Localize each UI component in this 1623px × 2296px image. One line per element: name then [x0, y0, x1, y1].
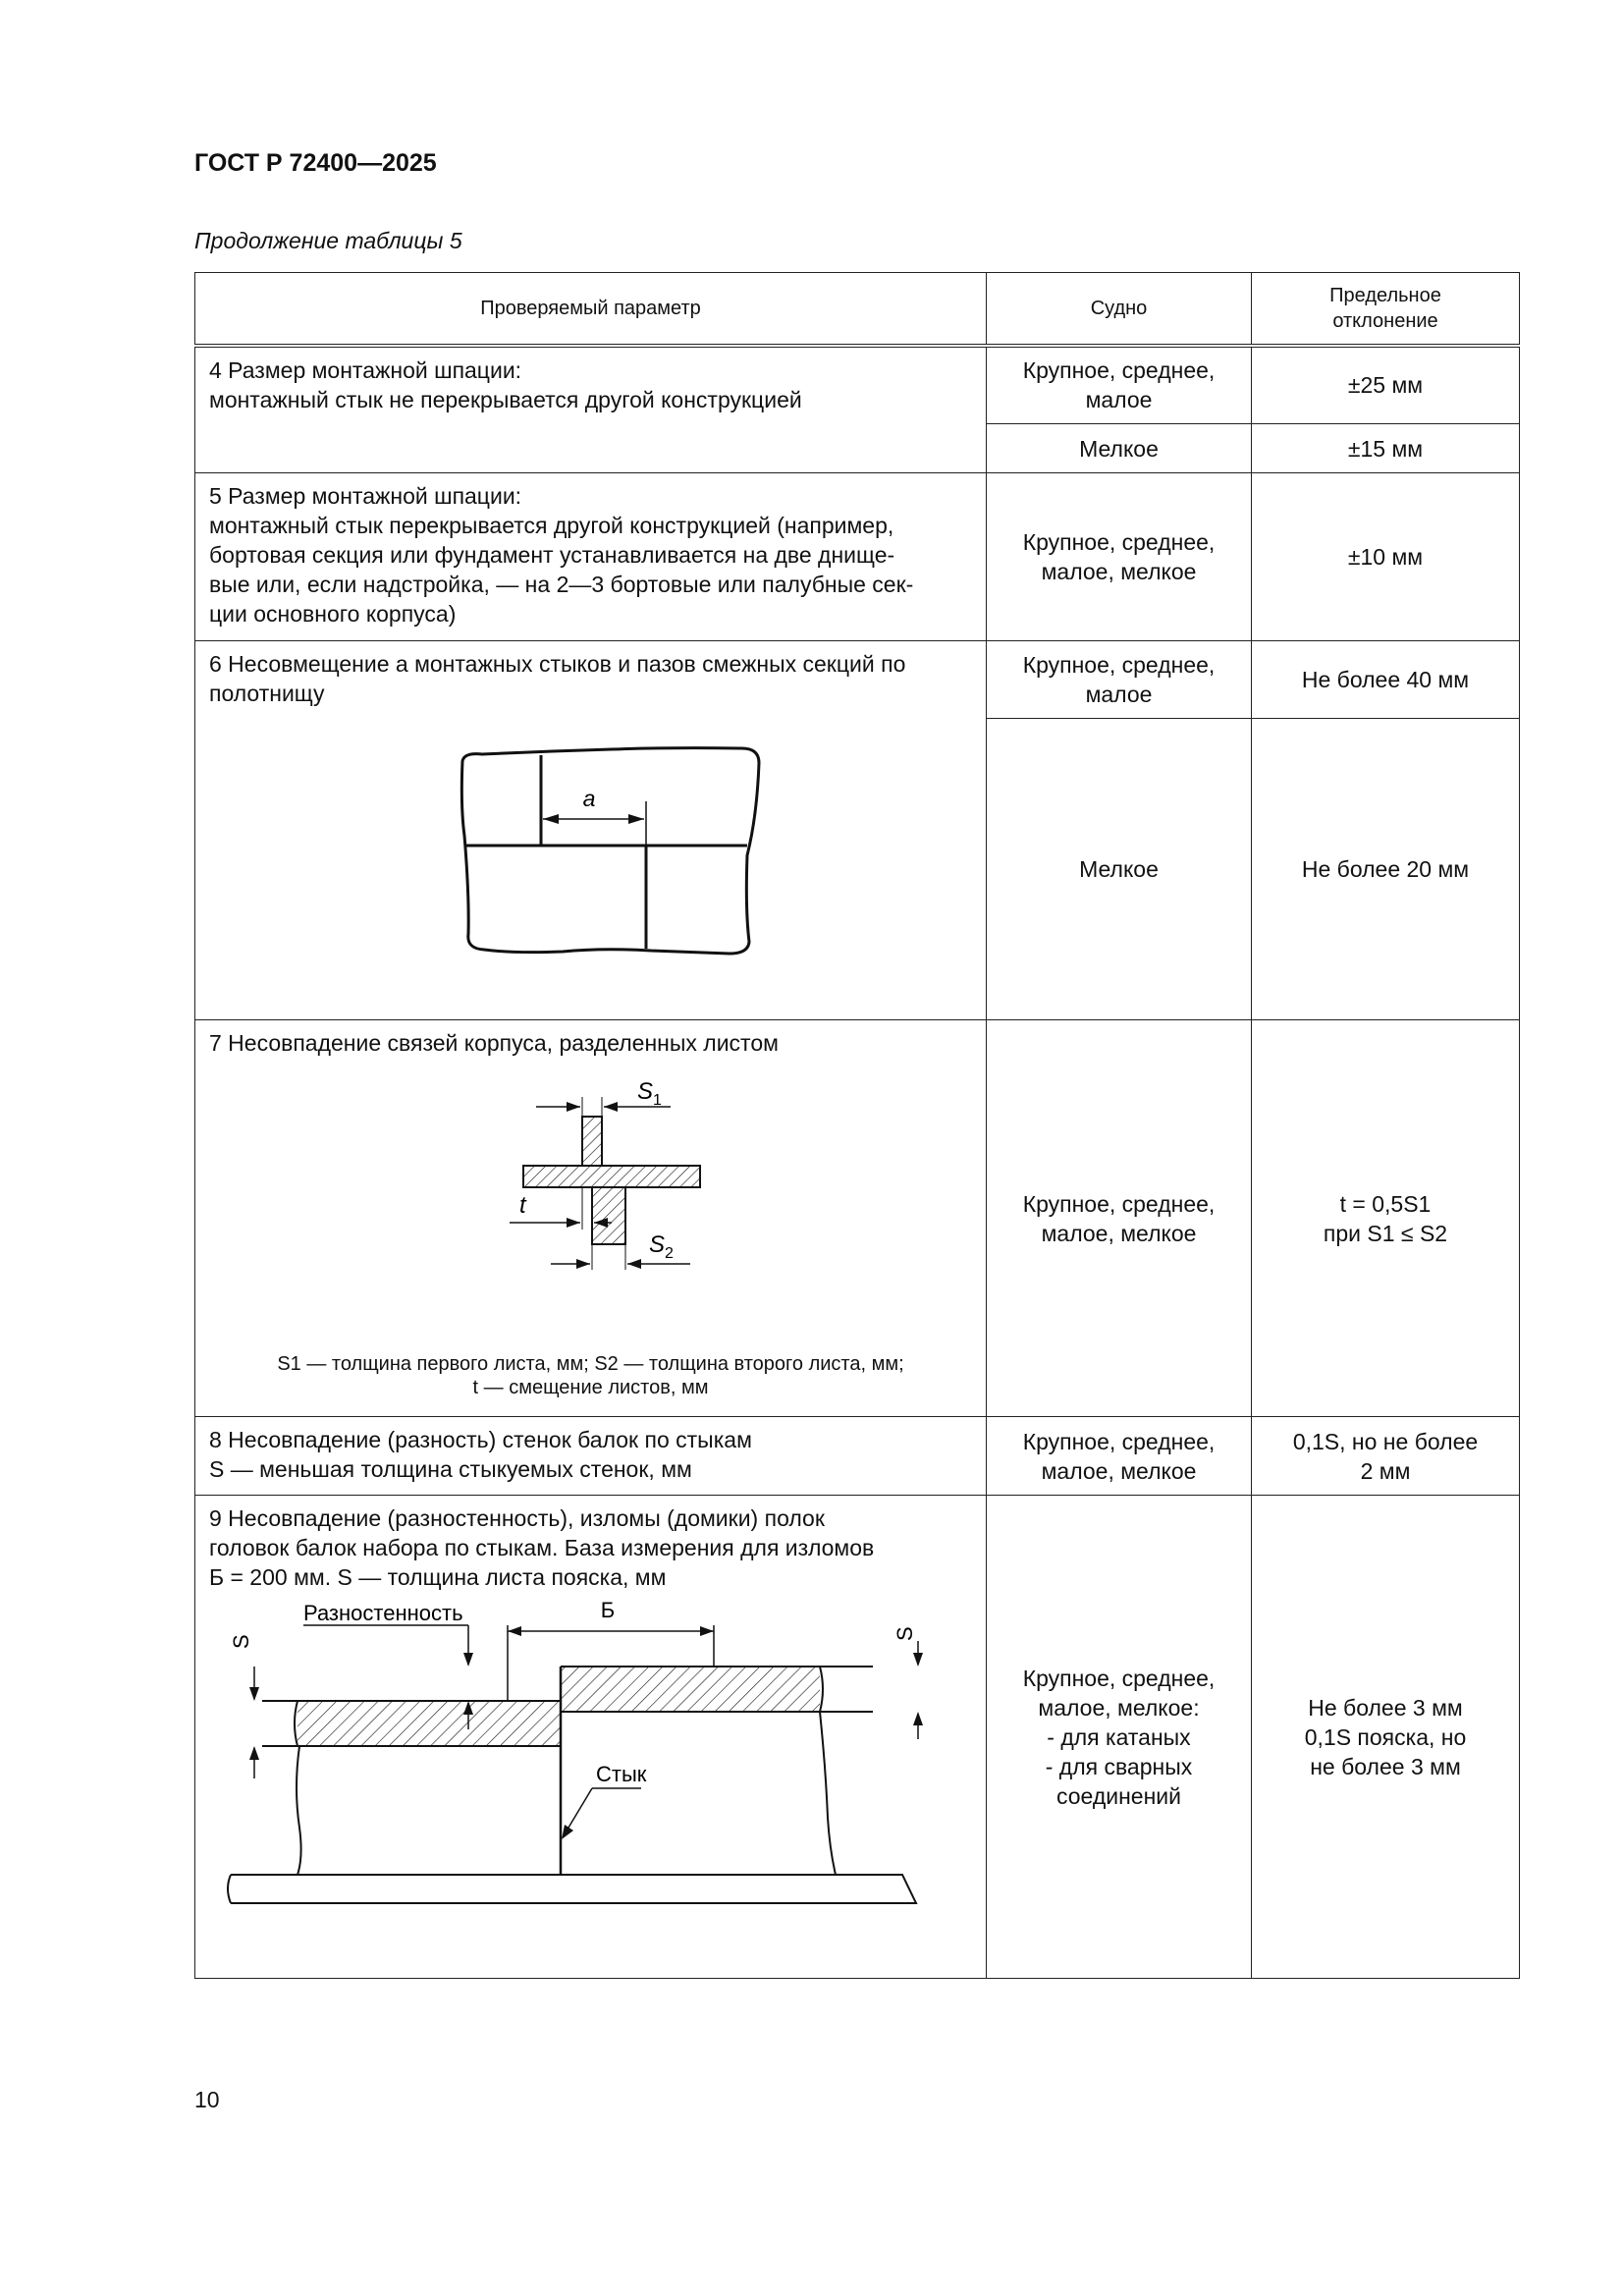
param-line: монтажный стык перекрывается другой конструкцией (например,	[209, 513, 894, 538]
header-vessel: Судно	[987, 273, 1252, 346]
vessel-line: соединений	[1056, 1782, 1181, 1809]
param-line: бортовая секция или фундамент устанавливается на две днище-	[209, 542, 895, 568]
table-row	[195, 641, 1520, 719]
base-plate	[231, 1875, 916, 1903]
vessel-cell	[987, 473, 1252, 641]
arrow-right-icon	[567, 1102, 580, 1112]
header-deviation-line: отклонение	[1332, 309, 1438, 332]
param-line: 9 Несовпадение (разностенность), изломы (домики) полок	[209, 1505, 825, 1531]
param-cell	[195, 473, 987, 641]
label-s-left: S	[229, 1634, 253, 1649]
vessel-line: Крупное, среднее,	[1022, 1428, 1216, 1454]
deviation-cell	[1252, 1496, 1520, 1979]
separating-plate	[523, 1166, 700, 1187]
table-row	[195, 473, 1520, 641]
deviation-line: ±25 мм	[1347, 372, 1424, 399]
vessel-cell	[987, 719, 1252, 1020]
deviation-cell	[1252, 1417, 1520, 1496]
right-flange	[561, 1667, 820, 1712]
arrow-left-icon	[543, 814, 559, 824]
vessel-line: Крупное, среднее,	[1022, 357, 1216, 384]
header-deviation	[1252, 273, 1520, 346]
param-cell	[195, 1496, 987, 1979]
arrow-left-icon	[627, 1259, 641, 1269]
tolerance-table	[194, 272, 1520, 1979]
vessel-cell	[987, 1496, 1252, 1979]
label-joint: Стык	[596, 1762, 647, 1786]
break-line	[820, 1667, 823, 1712]
deviation-line: Не более 40 мм	[1301, 667, 1470, 692]
vessel-line: малое, мелкое	[1041, 559, 1197, 584]
vessel-line: малое	[1085, 682, 1153, 707]
table-row	[195, 346, 1520, 424]
param-cell	[195, 346, 987, 473]
arrow-left-icon	[604, 1102, 618, 1112]
deviation-cell	[1252, 473, 1520, 641]
seam-offset-figure	[209, 708, 971, 963]
vessel-line: Мелкое	[1079, 856, 1159, 882]
param-line: Б = 200 мм. S — толщина листа пояска, мм	[209, 1564, 667, 1590]
label-t: t	[519, 1192, 526, 1219]
section-outline	[461, 748, 759, 954]
param-line: 5 Размер монтажной шпации:	[209, 483, 522, 509]
deviation-cell	[1252, 1020, 1520, 1417]
vessel-line: - для сварных	[1045, 1753, 1193, 1779]
deviation-line: 2 мм	[1360, 1457, 1411, 1484]
arrow-icon	[562, 1825, 573, 1839]
header-deviation-line: Предельное	[1329, 284, 1441, 306]
plate-separated-figure	[209, 1058, 971, 1352]
deviation-line: 0,1S, но не более	[1292, 1428, 1479, 1454]
table-row	[195, 1020, 1520, 1417]
standard-title: ГОСТ Р 72400—2025	[194, 149, 437, 177]
deviation-line: 0,1S пояска, но	[1304, 1723, 1467, 1750]
vessel-line: Крупное, среднее,	[1022, 529, 1216, 555]
param-line: головок балок набора по стыкам. База измерения для изломов	[209, 1535, 875, 1560]
dimension-label-a: a	[582, 786, 596, 811]
deviation-line: ±10 мм	[1347, 544, 1424, 570]
figure-legend-line: S1 — толщина первого листа, мм; S2 — толщина второго листа, мм;	[277, 1353, 904, 1375]
vessel-cell	[987, 346, 1252, 424]
deviation-line: Не более 20 мм	[1301, 856, 1470, 882]
vessel-cell	[987, 1417, 1252, 1496]
label-s-right: S	[893, 1626, 917, 1641]
param-line: 4 Размер монтажной шпации:	[209, 356, 522, 383]
vessel-cell	[987, 1020, 1252, 1417]
param-line: монтажный стык не перекрывается другой конструкцией	[209, 386, 802, 412]
flange-mismatch-figure	[195, 1592, 971, 1955]
table-header-row	[195, 273, 1520, 346]
arrow-right-icon	[628, 814, 644, 824]
arrow-down-icon	[249, 1687, 259, 1701]
deviation-line: при S1 ≤ S2	[1323, 1220, 1448, 1246]
deviation-line: Не более 3 мм	[1308, 1694, 1463, 1721]
arrow-down-icon	[913, 1653, 923, 1667]
vessel-cell	[987, 641, 1252, 719]
deviation-cell	[1252, 346, 1520, 424]
arrow-right-icon	[700, 1626, 714, 1636]
vessel-line: Крупное, среднее,	[1022, 652, 1216, 678]
param-cell	[195, 1417, 987, 1496]
arrow-down-icon	[463, 1653, 473, 1667]
vessel-line: Мелкое	[1079, 435, 1159, 462]
param-line: S — меньшая толщина стыкуемых стенок, мм	[209, 1456, 692, 1482]
deviation-line: ±15 мм	[1347, 435, 1424, 462]
param-line: вые или, если надстройка, — на 2—3 бортовые или палубные сек-	[209, 572, 914, 597]
table-row	[195, 1417, 1520, 1496]
deviation-line: не более 3 мм	[1310, 1753, 1461, 1779]
arrow-right-icon	[567, 1218, 580, 1228]
arrow-up-icon	[249, 1746, 259, 1760]
arrow-up-icon	[913, 1712, 923, 1725]
deviation-cell	[1252, 424, 1520, 473]
param-line: полотнищу	[209, 681, 325, 706]
param-line: 6 Несовмещение a монтажных стыков и пазов смежных секций по	[209, 651, 906, 677]
param-cell	[195, 641, 987, 1020]
label-base: Б	[600, 1598, 616, 1622]
param-line: ции основного корпуса)	[209, 601, 457, 627]
page-number: 10	[194, 2087, 220, 2112]
vessel-line: Крупное, среднее,	[1022, 1665, 1216, 1691]
vessel-line: - для катаных	[1047, 1723, 1191, 1750]
left-flange	[298, 1701, 561, 1746]
vessel-line: малое, мелкое	[1041, 1457, 1197, 1484]
vessel-line: малое, мелкое:	[1038, 1694, 1200, 1721]
upper-stiffener	[582, 1117, 602, 1166]
label-s1: $S_1$	[637, 1078, 662, 1109]
deviation-cell	[1252, 641, 1520, 719]
vessel-line: малое, мелкое	[1041, 1220, 1197, 1246]
param-line: 7 Несовпадение связей корпуса, разделенных листом	[209, 1030, 779, 1056]
lower-stiffener	[592, 1187, 625, 1244]
table-caption: Продолжение таблицы 5	[194, 228, 462, 253]
right-web-edge	[820, 1712, 836, 1875]
header-param: Проверяемый параметр	[195, 273, 987, 346]
left-web-edge	[297, 1746, 301, 1875]
arrow-left-icon	[508, 1626, 521, 1636]
deviation-line: t = 0,5S1	[1339, 1190, 1432, 1217]
vessel-line: Крупное, среднее,	[1022, 1190, 1216, 1217]
label-s2: $S_2$	[649, 1231, 674, 1262]
vessel-line: малое	[1085, 387, 1153, 413]
arrow-right-icon	[576, 1259, 590, 1269]
figure-legend-line: t — смещение листов, мм	[472, 1377, 709, 1398]
break-line	[295, 1701, 298, 1746]
param-cell	[195, 1020, 987, 1417]
table-row	[195, 1496, 1520, 1979]
deviation-cell	[1252, 719, 1520, 1020]
label-difference: Разностенность	[303, 1601, 463, 1625]
break-line	[228, 1875, 231, 1903]
vessel-cell	[987, 424, 1252, 473]
param-line: 8 Несовпадение (разность) стенок балок по стыкам	[209, 1427, 752, 1452]
